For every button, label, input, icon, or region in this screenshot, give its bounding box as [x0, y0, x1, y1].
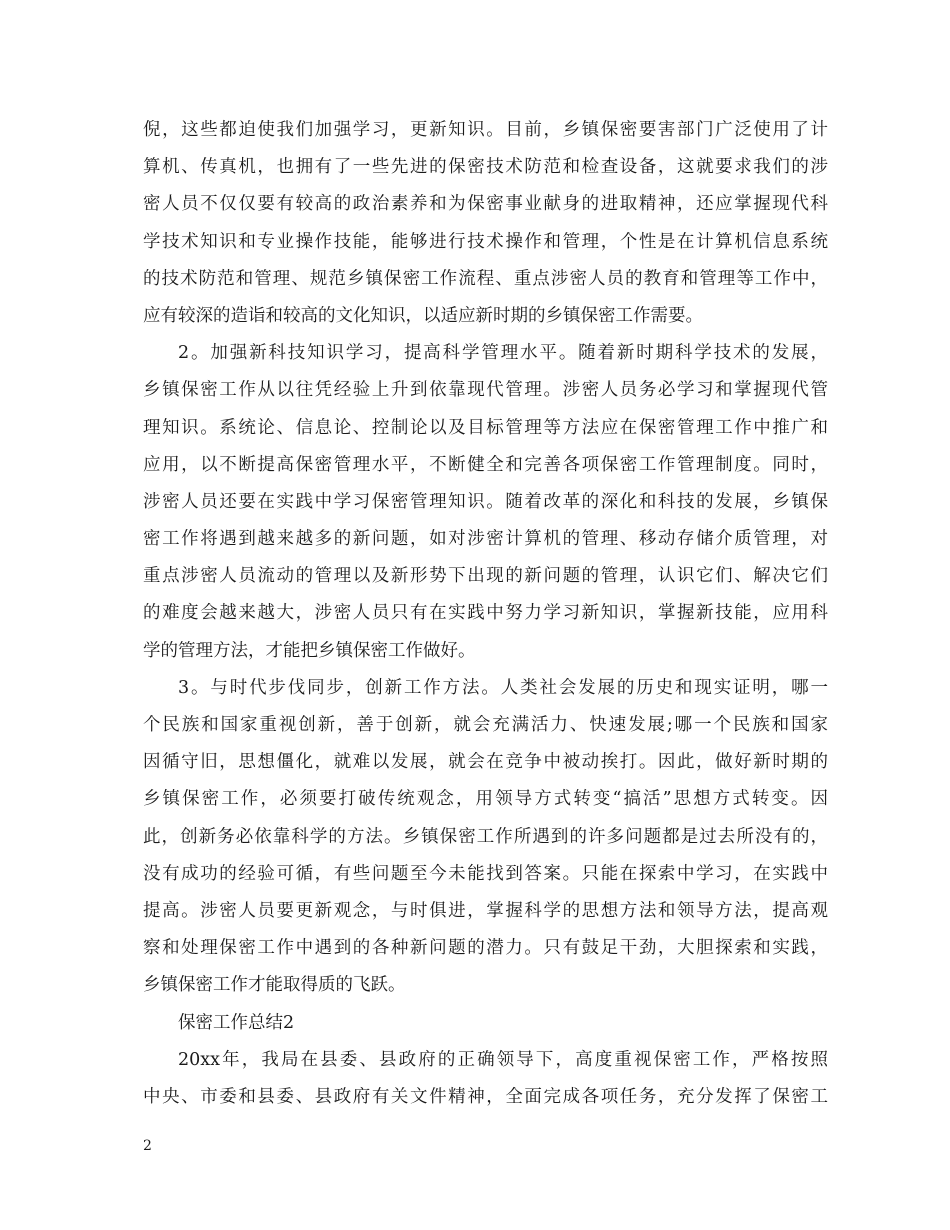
- document-body: [143, 112, 828, 1116]
- text-line: 个民族和国家重视创新，善于创新，就会充满活力、快速发展;哪一个民族和国家: [143, 715, 828, 735]
- text-line: 涉密人员还要在实践中学习保密管理知识。随着改革的深化和科技的发展，乡镇保: [143, 491, 828, 512]
- text-line: 中央、市委和县委、县政府有关文件精神，全面完成各项任务，充分发挥了保密工: [143, 1086, 828, 1107]
- page-number: 2: [143, 1138, 152, 1154]
- text-line: 应用，以不断提高保密管理水平，不断健全和完善各项保密工作管理制度。同时，: [143, 454, 828, 475]
- text-line: 学技术知识和专业操作技能，能够进行技术操作和管理，个性是在计算机信息系统: [143, 231, 828, 252]
- text-line: 乡镇保密工作才能取得质的飞跃。: [143, 975, 406, 996]
- text-line: 3。与时代步伐同步，创新工作方法。人类社会发展的历史和现实证明，哪一: [178, 677, 828, 698]
- text-line: 应有较深的造诣和较高的文化知识，以适应新时期的乡镇保密工作需要。: [143, 305, 703, 326]
- text-line: 密人员不仅仅要有较高的政治素养和为保密事业献身的进取精神，还应掌握现代科: [143, 194, 828, 215]
- text-line: 此，创新务必依靠科学的方法。乡镇保密工作所遇到的许多问题都是过去所没有的，: [143, 826, 828, 847]
- text-line: 2。加强新科技知识学习，提高科学管理水平。随着新时期科学技术的发展，: [178, 343, 828, 364]
- text-line: 倪，这些都迫使我们加强学习，更新知识。目前，乡镇保密要害部门广泛使用了计: [143, 120, 828, 140]
- text-line: 因循守旧，思想僵化，就难以发展，就会在竞争中被动挨打。因此，做好新时期的: [143, 752, 828, 773]
- text-line: 提高。涉密人员要更新观念，与时俱进，掌握科学的思想方法和领导方法，提高观: [143, 900, 828, 921]
- text-line: 算机、传真机，也拥有了一些先进的保密技术防范和检查设备，这就要求我们的涉: [143, 157, 828, 178]
- text-line: 乡镇保密工作从以往凭经验上升到依靠现代管理。涉密人员务必学习和掌握现代管: [143, 380, 828, 401]
- text-line: 的技术防范和管理、规范乡镇保密工作流程、重点涉密人员的教育和管理等工作中，: [143, 268, 828, 289]
- text-line: 理知识。系统论、信息论、控制论以及目标管理等方法应在保密管理工作中推广和: [143, 417, 828, 438]
- text-line: 没有成功的经验可循，有些问题至今未能找到答案。只能在探索中学习，在实践中: [143, 863, 828, 884]
- text-line: 20xx年，我局在县委、县政府的正确领导下，高度重视保密工作，严格按照: [178, 1049, 828, 1070]
- text-line: 学的管理方法，才能把乡镇保密工作做好。: [143, 640, 476, 661]
- text-line: 乡镇保密工作，必须要打破传统观念，用领导方式转变“搞活”思想方式转变。因: [143, 789, 828, 810]
- text-line: 察和处理保密工作中遇到的各种新问题的潜力。只有鼓足干劲，大胆探索和实践，: [143, 938, 828, 959]
- text-line: 的难度会越来越大，涉密人员只有在实践中努力学习新知识，掌握新技能，应用科: [143, 603, 828, 624]
- text-line: 保密工作总结2: [178, 1012, 295, 1033]
- text-line: 重点涉密人员流动的管理以及新形势下出现的新问题的管理，认识它们、解决它们: [143, 566, 828, 587]
- text-line: 密工作将遇到越来越多的新问题，如对涉密计算机的管理、移动存储介质管理，对: [143, 529, 828, 550]
